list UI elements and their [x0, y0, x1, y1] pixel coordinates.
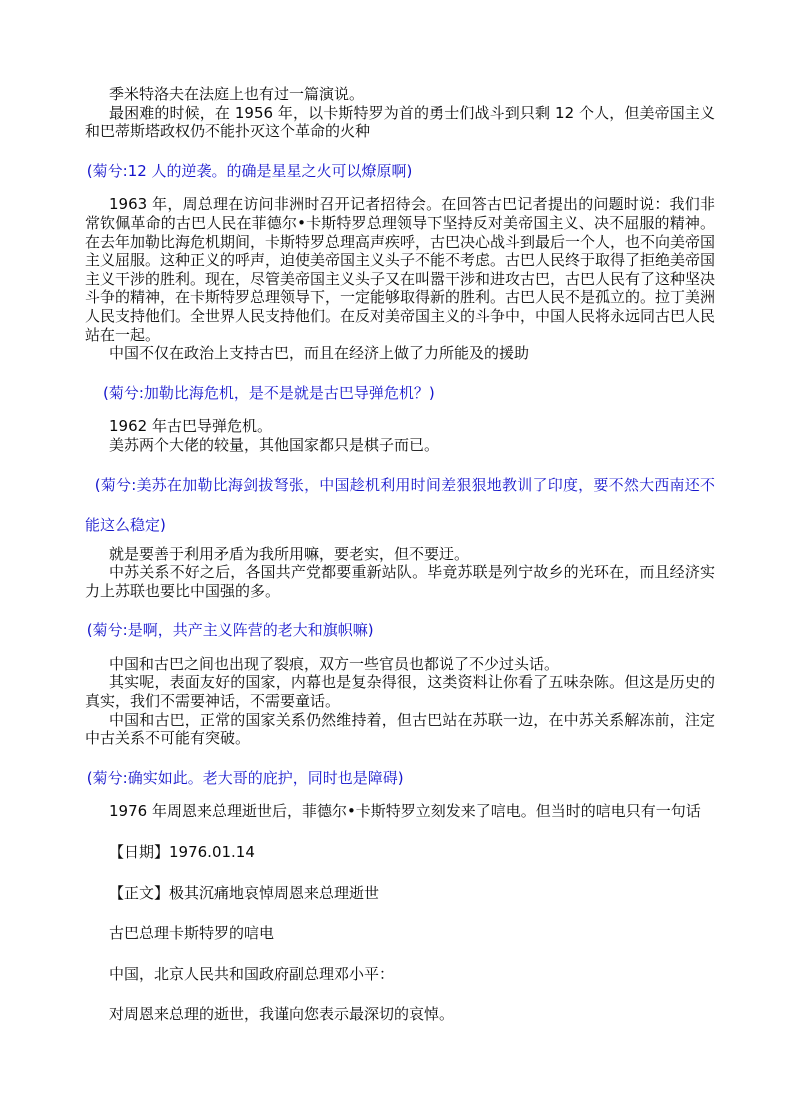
telegram-address-line: 中国，北京人民共和国政府副总理邓小平： — [109, 964, 395, 983]
reader-comment: (菊兮:美苏在加勒比海剑拔弩张，中国趁机利用时间差狠狠地教训了印度，要不然大西南还不能这么稳定) — [85, 475, 715, 534]
body-paragraph: 最困难的时候，在 1956 年，以卡斯特罗为首的勇士们战斗到只剩 12 个人，但美帝国主义和巴蒂斯塔政权仍不能扑灭这个革命的火种 — [85, 103, 715, 141]
telegram-title-line: 古巴总理卡斯特罗的唁电 — [109, 924, 275, 943]
body-paragraph: 1962 年古巴导弹危机。 — [109, 417, 272, 436]
reader-comment: (菊兮:12 人的逆袭。的确是星星之火可以燎原啊) — [86, 161, 413, 180]
body-paragraph: 中国和古巴之间也出现了裂痕，双方一些官员也都说了不少过头话。 — [109, 654, 560, 673]
reader-comment: (菊兮:确实如此。老大哥的庇护，同时也是障碍) — [86, 768, 404, 787]
reader-comment: (菊兮:是啊，共产主义阵营的老大和旗帜嘛) — [86, 621, 374, 640]
telegram-body-line: 对周恩来总理的逝世，我谨向您表示最深切的哀悼。 — [109, 1005, 455, 1024]
telegram-date-line: 【日期】1976.01.14 — [109, 843, 255, 862]
body-paragraph: 1963 年，周总理在访问非洲时召开记者招待会。在回答古巴记者提出的问题时说：我们非常钦佩革命的古巴人民在菲德尔•卡斯特罗总理领导下坚持反对美帝国主义、决不屈服的精神。在去年加勒比海危机期间，卡斯特罗总理高声疾呼，古巴决心战斗到最后一个人，也不向美帝国主义屈服。这种正义的呼声，迫使美帝国主义头子不能不考虑。古巴人民终于取得了拒绝美帝国主义干涉的胜利。现在，尽管美帝国主义头子又在叫嚣干涉和进攻古巴，古巴人民有了这种坚决斗争的精神，在卡斯特罗总理领导下，一定能够取得新的胜利。古巴人民不是孤立的。拉丁美洲人民支持他们。全世界人民支持他们。在反对美帝国主义的斗争中，中国人民将永远同古巴人民站在一起。 — [85, 195, 716, 344]
body-paragraph: 1976 年周恩来总理逝世后，菲德尔•卡斯特罗立刻发来了唁电。但当时的唁电只有一句话 — [109, 802, 701, 821]
body-paragraph: 季米特洛夫在法庭上也有过一篇演说。 — [109, 85, 365, 103]
body-paragraph: 中国和古巴，正常的国家关系仍然维持着，但古巴站在苏联一边，在中苏关系解冻前，注定中古关系不可能有突破。 — [85, 710, 715, 748]
body-paragraph: 美苏两个大佬的较量，其他国家都只是棋子而已。 — [109, 435, 440, 454]
body-paragraph: 中国不仅在政治上支持古巴，而且在经济上做了力所能及的援助 — [109, 344, 530, 363]
telegram-subject-line: 【正文】极其沉痛地哀悼周恩来总理逝世 — [109, 883, 380, 902]
body-paragraph: 中苏关系不好之后，各国共产党都要重新站队。毕竟苏联是列宁故乡的光环在，而且经济实力上苏联也要比中国强的多。 — [85, 563, 715, 600]
body-paragraph: 就是要善于利用矛盾为我所用嘛，要老实，但不要迂。 — [109, 544, 470, 563]
reader-comment: (菊兮:加勒比海危机，是不是就是古巴导弹危机？) — [103, 383, 435, 402]
body-paragraph: 其实呢，表面友好的国家，内幕也是复杂得很，这类资料让你看了五味杂陈。但这是历史的真实，我们不需要神话，不需要童话。 — [85, 673, 715, 711]
